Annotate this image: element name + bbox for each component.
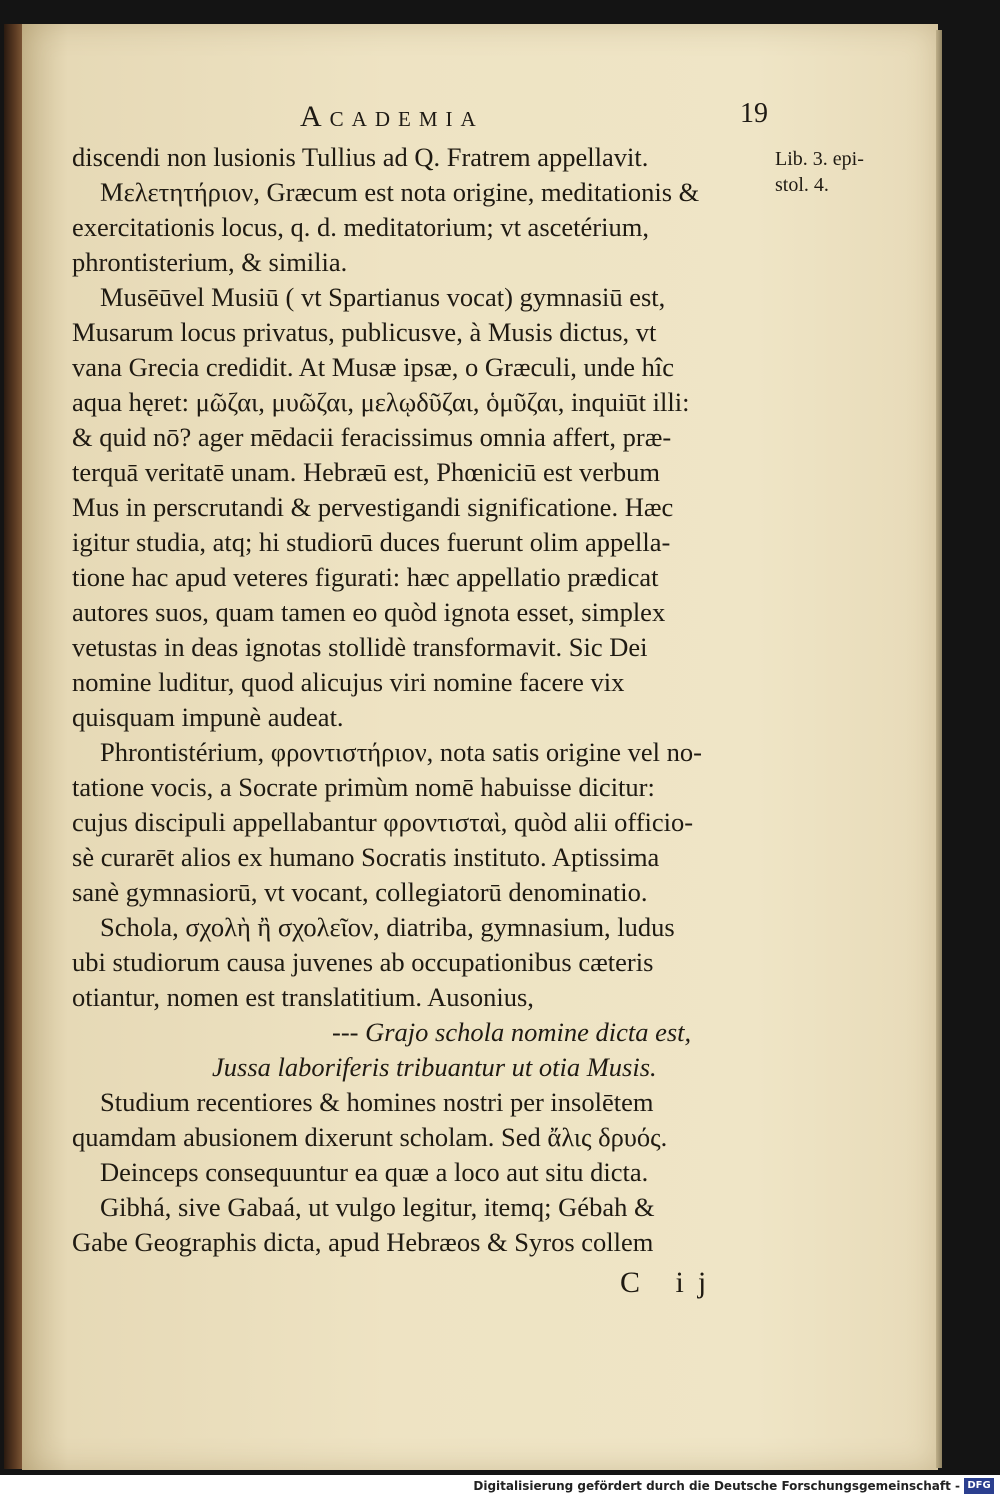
text-line: quisquam impunè audeat. [72,702,344,732]
text-line: nomine luditur, quod alicujus viri nomine facere vix [72,667,625,697]
marginal-note-line: Lib. 3. epi- [775,148,864,170]
text-line: ubi studiorum causa juvenes ab occupationibus cæteris [72,947,654,977]
marginal-note-line: stol. 4. [775,174,829,196]
text-line: quamdam abusionem dixerunt scholam. Sed ἄλις δρυός. [72,1122,668,1152]
page-number: 19 [740,98,768,129]
text-line: Musarum locus privatus, publicusve, à Musis dictus, vt [72,317,657,347]
text-line: Phrontistérium, φροντιστήριον, nota satis origine vel no- [100,737,702,767]
running-head: Academia [300,100,484,133]
text-line: Schola, σχολὴ ἢ σχολεῖον, diatriba, gymnasium, ludus [100,912,675,942]
signature-mark: C ij [620,1266,721,1299]
text-line: Μελετητήριον, Græcum est nota origine, meditationis & [100,177,700,207]
funding-credit: Digitalisierung gefördert durch die Deutsche Forschungsgemeinschaft - [473,1479,960,1493]
text-line: discendi non lusionis Tullius ad Q. Fratrem appellavit. [72,142,649,172]
text-line: tione hac apud veteres figurati: hæc appellatio prædicat [72,562,659,592]
text-line: igitur studia, atq; hi studiorū duces fuerunt olim appella- [72,527,671,557]
text-line: autores suos, quam tamen eo quòd ignota esset, simplex [72,597,666,627]
text-line: cujus discipuli appellabantur φροντισταὶ, quòd alii officio- [72,807,694,837]
text-line: vetustas in deas ignotas stollidè transformavit. Sic Dei [72,632,648,662]
text-line: terquā veritatē unam. Hebræū est, Phœniciū est verbum [72,457,660,487]
text-line: Deinceps consequuntur ea quæ a loco aut situ dicta. [100,1157,649,1187]
text-line: tatione vocis, a Socrate primùm nomē habuisse dicitur: [72,772,655,802]
text-line: Mus in perscrutandi & pervestigandi significatione. Hæc [72,492,674,522]
verse-line: Jussa laboriferis tribuantur ut otia Musis. [212,1052,657,1082]
text-line: otiantur, nomen est translatitium. Ausonius, [72,982,534,1012]
text-line: exercitationis locus, q. d. meditatorium; vt ascetérium, [72,212,649,242]
text-line: vana Grecia credidit. At Musæ ipsæ, o Græculi, unde hîc [72,352,675,382]
text-line: Studium recentiores & homines nostri per insolētem [100,1087,654,1117]
text-line: sanè gymnasiorū, vt vocant, collegiatorū denominatio. [72,877,648,907]
text-line: Musēūvel Musiū ( vt Spartianus vocat) gymnasiū est, [100,282,666,312]
text-line: Gabe Geographis dicta, apud Hebræos & Syros collem [72,1227,654,1257]
text-line: aqua hęret: μῶζαι, μυῶζαι, μελῳδῦζαι, ὁμῦζαι, inquiūt illi: [72,387,690,417]
body-text [72,140,792,1260]
dfg-logo[interactable]: DFG [964,1478,994,1494]
text-line: phrontisterium, & similia. [72,247,348,277]
text-line: Gibhá, sive Gabaá, ut vulgo legitur, itemq; Gébah & [100,1192,655,1222]
book-binding [4,24,22,1469]
page-edge [936,30,942,1468]
text-line: sè curarēt alios ex humano Socratis instituto. Aptissima [72,842,660,872]
verse-line: --- Grajo schola nomine dicta est, [332,1017,692,1047]
text-line: & quid nō? ager mēdacii feracissimus omnia affert, præ- [72,422,672,452]
footer-bar [0,1475,1000,1499]
